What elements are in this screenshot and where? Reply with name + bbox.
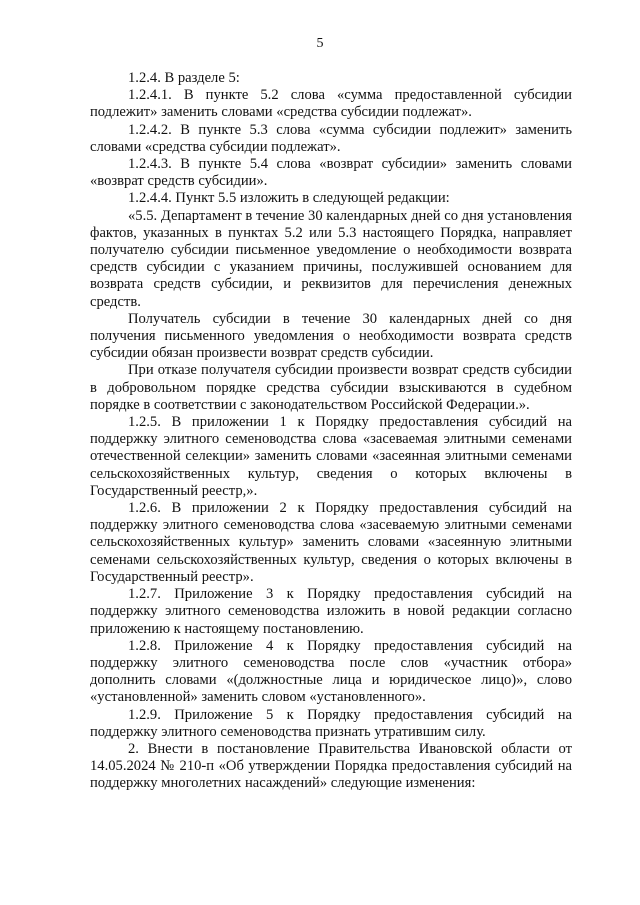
- paragraph-1-2-4-3: 1.2.4.3. В пункте 5.4 слова «возврат субсидии» заменить словами «возврат средств субсидии».: [90, 156, 572, 190]
- paragraph-1-2-4-1: 1.2.4.1. В пункте 5.2 слова «сумма предоставленной субсидии подлежит» заменить словами «средства субсидии подлежат».: [90, 87, 572, 121]
- paragraph-return-obligation: Получатель субсидии в течение 30 календарных дней со дня получения письменного уведомления о необходимости возврата средств субсидии обязан произвести возврат средств субсидии.: [90, 310, 572, 362]
- page-number: 5: [316, 36, 324, 51]
- paragraph-1-2-4-2: 1.2.4.2. В пункте 5.3 слова «сумма субсидии подлежит» заменить словами «средства субсидии подлежат».: [90, 121, 572, 155]
- paragraph-1-2-5: 1.2.5. В приложении 1 к Порядку предоставления субсидий на поддержку элитного семеноводства слова «засеваемая элитными семенами отечественной селекции» заменить словами «засеянная элитными семенами сельскохозяйственных культур, сведения о которых включены в Государственный реестр,».: [90, 414, 572, 499]
- paragraph-1-2-4: 1.2.4. В разделе 5:: [128, 70, 240, 86]
- paragraph-1-2-4-4: 1.2.4.4. Пункт 5.5 изложить в следующей редакции:: [128, 190, 450, 207]
- paragraph-5-5: «5.5. Департамент в течение 30 календарных дней со дня установления фактов, указанных в пунктах 5.2 или 5.3 настоящего Порядка, направляет получателю субсидии письменное уведомление о необходимости возврата средств субсидии с указанием причины, послужившей основанием для возврата средств субсидии, и реквизитов для перечисления денежных средств.: [90, 207, 572, 310]
- paragraph-1-2-7: 1.2.7. Приложение 3 к Порядку предоставления субсидий на поддержку элитного семеноводства изложить в новой редакции согласно приложению к настоящему постановлению.: [90, 586, 572, 637]
- paragraph-refusal: При отказе получателя субсидии произвести возврат средств субсидии в добровольном порядке средства субсидии взыскиваются в судебном порядке в соответствии с законодательством Российской Федерации.».: [90, 362, 572, 413]
- paragraph-1-2-6: 1.2.6. В приложении 2 к Порядку предоставления субсидий на поддержку элитного семеноводства слова «засеваемую элитными семенами сельскохозяйственных культур» заменить словами «засеянную элитными семенами сельскохозяйственных культур, сведения о которых включены в Государственный реестр».: [90, 500, 572, 585]
- paragraph-1-2-8: 1.2.8. Приложение 4 к Порядку предоставления субсидий на поддержку элитного семеноводства после слов «участник отбора» дополнить словами «(должностные лица и юридическое лицо)», слово «установленной» заменить словом «установленного».: [90, 637, 572, 706]
- document-body: [90, 70, 572, 793]
- paragraph-1-2-9: 1.2.9. Приложение 5 к Порядку предоставления субсидий на поддержку элитного семеноводства признать утратившим силу.: [90, 706, 572, 740]
- paragraph-2: 2. Внести в постановление Правительства Ивановской области от 14.05.2024 № 210-п «Об утверждении Порядка предоставления субсидий на поддержку многолетних насаждений» следующие изменения:: [90, 740, 572, 792]
